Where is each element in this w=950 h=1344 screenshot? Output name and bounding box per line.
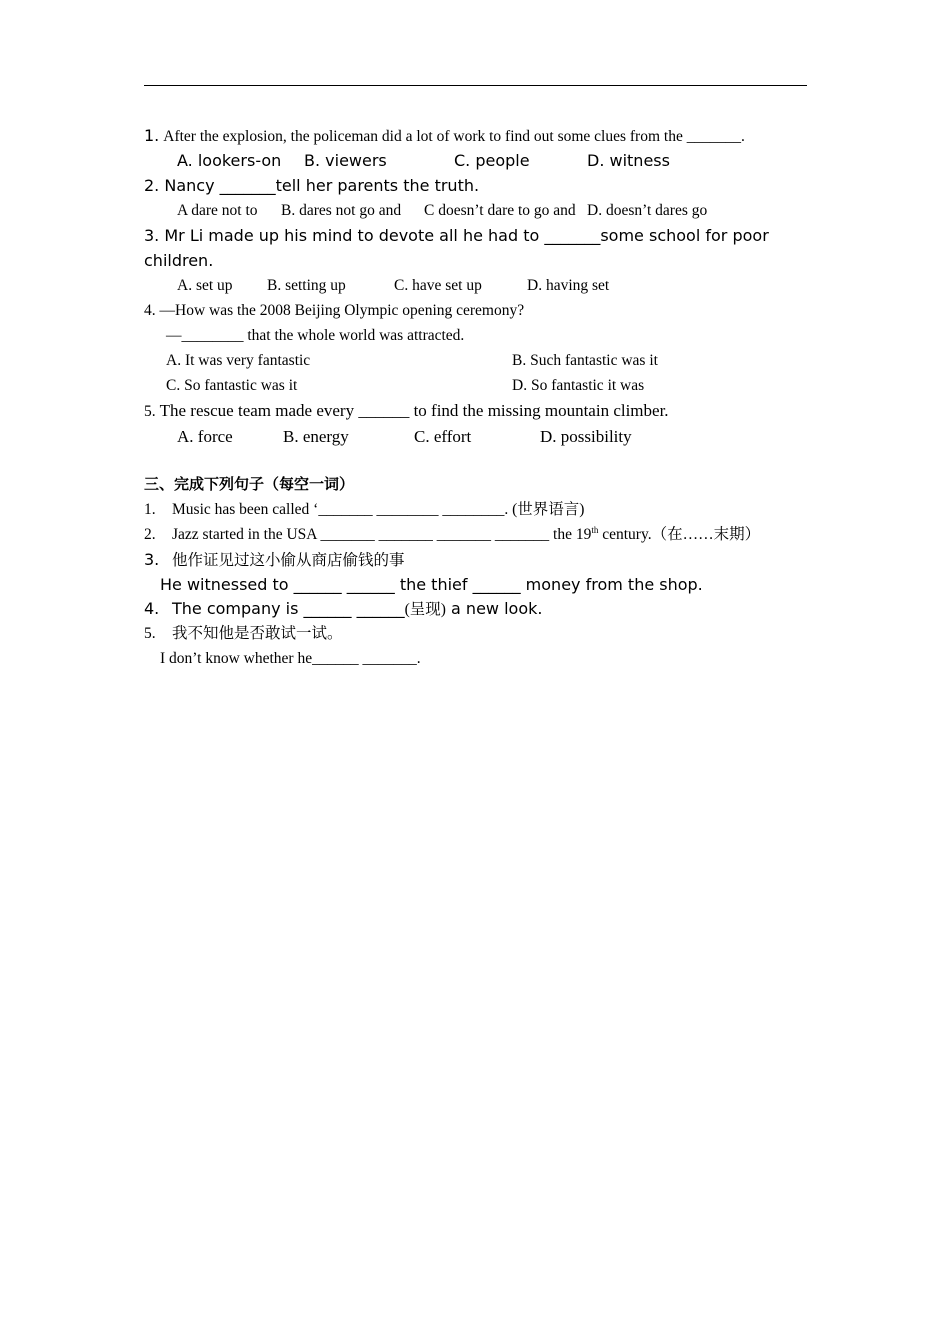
sentence-1-number: 1. <box>144 501 156 518</box>
question-4-stem: 4. —How was the 2008 Beijing Olympic opening ceremony? <box>144 302 525 319</box>
option-d: D. doesn’t dares go <box>587 202 708 219</box>
option-c: C doesn’t dare to go and <box>424 202 576 219</box>
sentence-4-number: 4. <box>144 599 160 618</box>
sentence-4-text-after: a new look. <box>445 599 543 618</box>
sentence-1-text: Music has been called ‘_______ ________ ________. (世界语言) <box>172 501 585 518</box>
option-b: B. setting up <box>267 277 346 294</box>
question-5-number: 5. <box>144 403 156 420</box>
option-c: C. have set up <box>394 277 482 294</box>
option-a: A. lookers-on <box>177 151 282 170</box>
question-4-options-row2 <box>166 378 644 394</box>
sentence-5-chinese: 我不知他是否敢试一试。 <box>172 625 343 642</box>
question-5-options <box>177 428 632 445</box>
sentence-3-chinese-line <box>144 552 405 569</box>
sentence-4 <box>144 601 542 618</box>
header-rule <box>144 85 807 86</box>
sentence-2-number: 2. <box>144 526 156 543</box>
sentence-3-chinese: 他作证见过这小偷从商店偷钱的事 <box>172 552 405 569</box>
question-1-number: 1. <box>144 126 160 145</box>
question-3-stem-line2: children. <box>144 251 214 270</box>
option-c: C. people <box>454 151 530 170</box>
option-b: B. viewers <box>304 151 387 170</box>
option-a: A. force <box>177 427 233 446</box>
option-d: D. So fantastic it was <box>512 377 645 394</box>
section-3-heading: 三、完成下列句子（每空一词） <box>144 475 355 493</box>
question-3-options <box>177 278 609 294</box>
option-a: A dare not to <box>177 202 258 219</box>
sentence-3-english: He witnessed to ______ ______ the thief ______ money from the shop. <box>160 575 703 594</box>
option-c: C. So fantastic was it <box>166 377 298 394</box>
sentence-5-number: 5. <box>144 625 156 642</box>
question-3-stem-line1: 3. Mr Li made up his mind to devote all he had to _______some school for poor <box>144 226 769 245</box>
question-1-text: After the explosion, the policeman did a lot of work to find out some clues from the _______. <box>163 128 745 145</box>
question-5-stem <box>144 402 669 420</box>
option-a: A. set up <box>177 277 233 294</box>
option-b: B. Such fantastic was it <box>512 352 658 369</box>
sentence-2-text-after: century.（在……末期） <box>598 526 761 543</box>
sentence-5-chinese-line <box>144 626 343 642</box>
question-4-answer-line: —________ that the whole world was attracted. <box>166 327 465 344</box>
sentence-3-number: 3. <box>144 550 160 569</box>
question-5-text: The rescue team made every ______ to find the missing mountain climber. <box>159 401 669 420</box>
option-d: D. having set <box>527 277 610 294</box>
sentence-5-english: I don’t know whether he______ _______. <box>160 650 421 667</box>
question-4-options-row1 <box>166 353 658 369</box>
option-c: C. effort <box>414 427 472 446</box>
sentence-4-hint: (呈现) <box>404 601 446 618</box>
option-d: D. possibility <box>540 427 632 446</box>
question-2-options <box>177 203 707 219</box>
option-b: B. dares not go and <box>281 202 402 219</box>
sentence-4-text-before: The company is ______ ______ <box>172 599 405 618</box>
question-1-stem <box>144 128 745 145</box>
option-b: B. energy <box>283 427 349 446</box>
option-d: D. witness <box>587 151 670 170</box>
question-2-stem: 2. Nancy _______tell her parents the truth. <box>144 176 480 195</box>
option-a: A. It was very fantastic <box>166 352 311 369</box>
question-1-options <box>177 153 670 169</box>
sentence-2 <box>144 527 760 543</box>
sentence-1 <box>144 502 584 518</box>
sentence-2-superscript: th <box>591 525 599 535</box>
sentence-2-text-before: Jazz started in the USA _______ _______ _______ _______ the 19 <box>172 526 592 543</box>
